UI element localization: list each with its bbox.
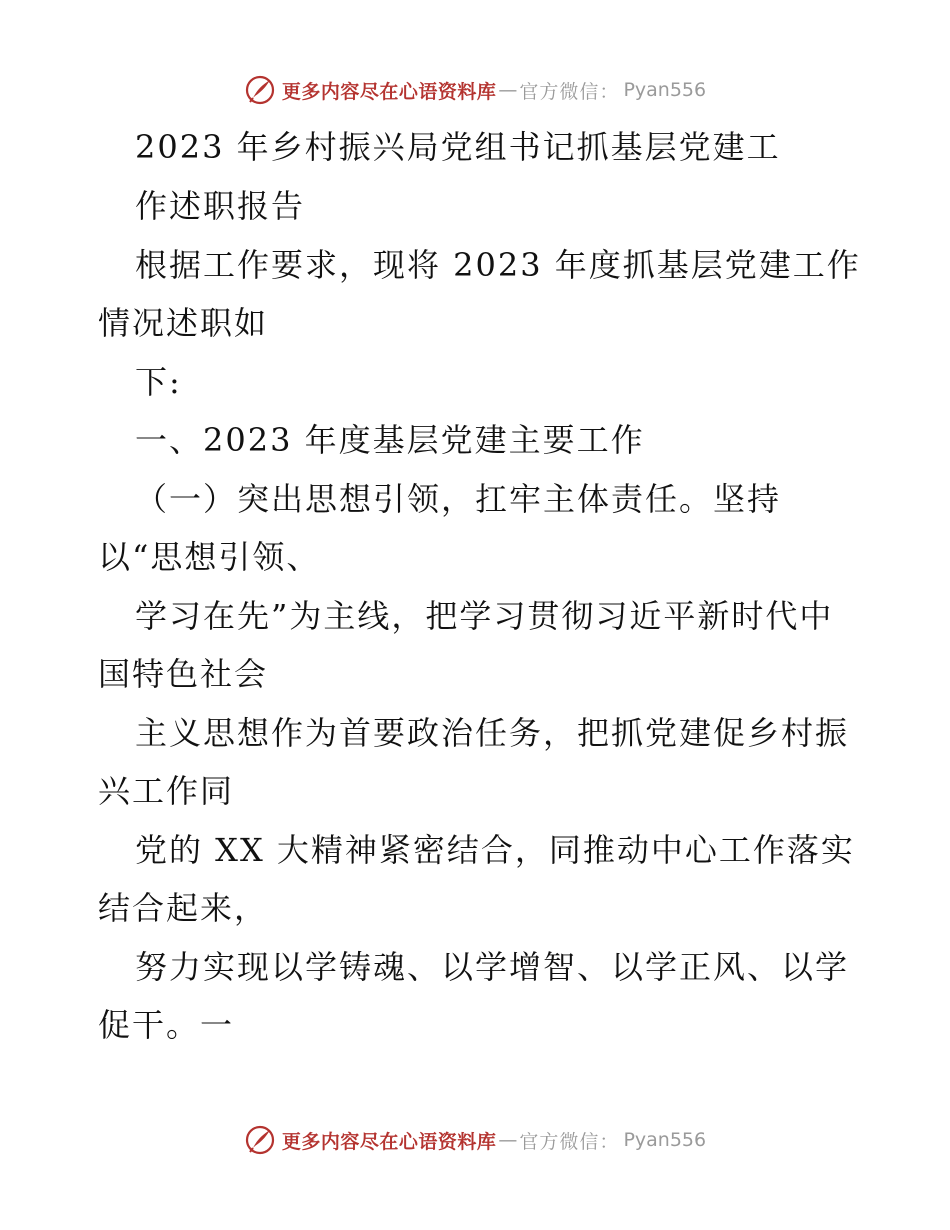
paragraph-line: 主义思想作为首要政治任务，把抓党建促乡村振: [135, 714, 850, 752]
paragraph-line: 党的 XX 大精神紧密结合，同推动中心工作落实: [135, 831, 855, 869]
watermark-separator: —: [498, 1129, 518, 1151]
watermark-separator: —: [498, 79, 518, 101]
paragraph-line: 情况述职如: [98, 304, 269, 342]
watermark-site-text: 更多内容尽在心语资料库: [281, 1130, 497, 1153]
paragraph-line: 努力实现以学铸魂、以学增智、以学正风、以学: [135, 948, 850, 986]
title-line-2: 作述职报告: [135, 187, 306, 225]
section-heading: 一、2023 年度基层党建主要工作: [135, 421, 645, 459]
watermark-banner-top: [0, 70, 950, 110]
watermark-wechat-id: Pyan556: [623, 1129, 707, 1151]
watermark-banner-bottom: [0, 1120, 950, 1160]
paragraph-line: 学习在先”为主线，把学习贯彻习近平新时代中: [135, 597, 834, 635]
paragraph-line: 结合起来，: [98, 889, 269, 927]
watermark-wechat-label: 官方微信：: [519, 1130, 620, 1153]
quill-logo-icon: [244, 1124, 276, 1156]
title-line-1: 2023 年乡村振兴局党组书记抓基层党建工: [135, 128, 781, 166]
paragraph-line: 根据工作要求，现将 2023 年度抓基层党建工作: [135, 246, 861, 284]
paragraph-line: 以“思想引领、: [98, 538, 321, 576]
quill-logo-icon: [244, 74, 276, 106]
paragraph-line: 兴工作同: [98, 772, 235, 810]
paragraph-line: 促干。一: [98, 1006, 235, 1044]
subsection-heading: （一）突出思想引领，扛牢主体责任。坚持: [135, 480, 782, 518]
paragraph-line: 下:: [135, 363, 182, 401]
watermark-wechat-label: 官方微信：: [519, 80, 620, 103]
paragraph-line: 国特色社会: [98, 655, 269, 693]
watermark-site-text: 更多内容尽在心语资料库: [281, 80, 497, 103]
watermark-wechat-id: Pyan556: [623, 79, 707, 101]
